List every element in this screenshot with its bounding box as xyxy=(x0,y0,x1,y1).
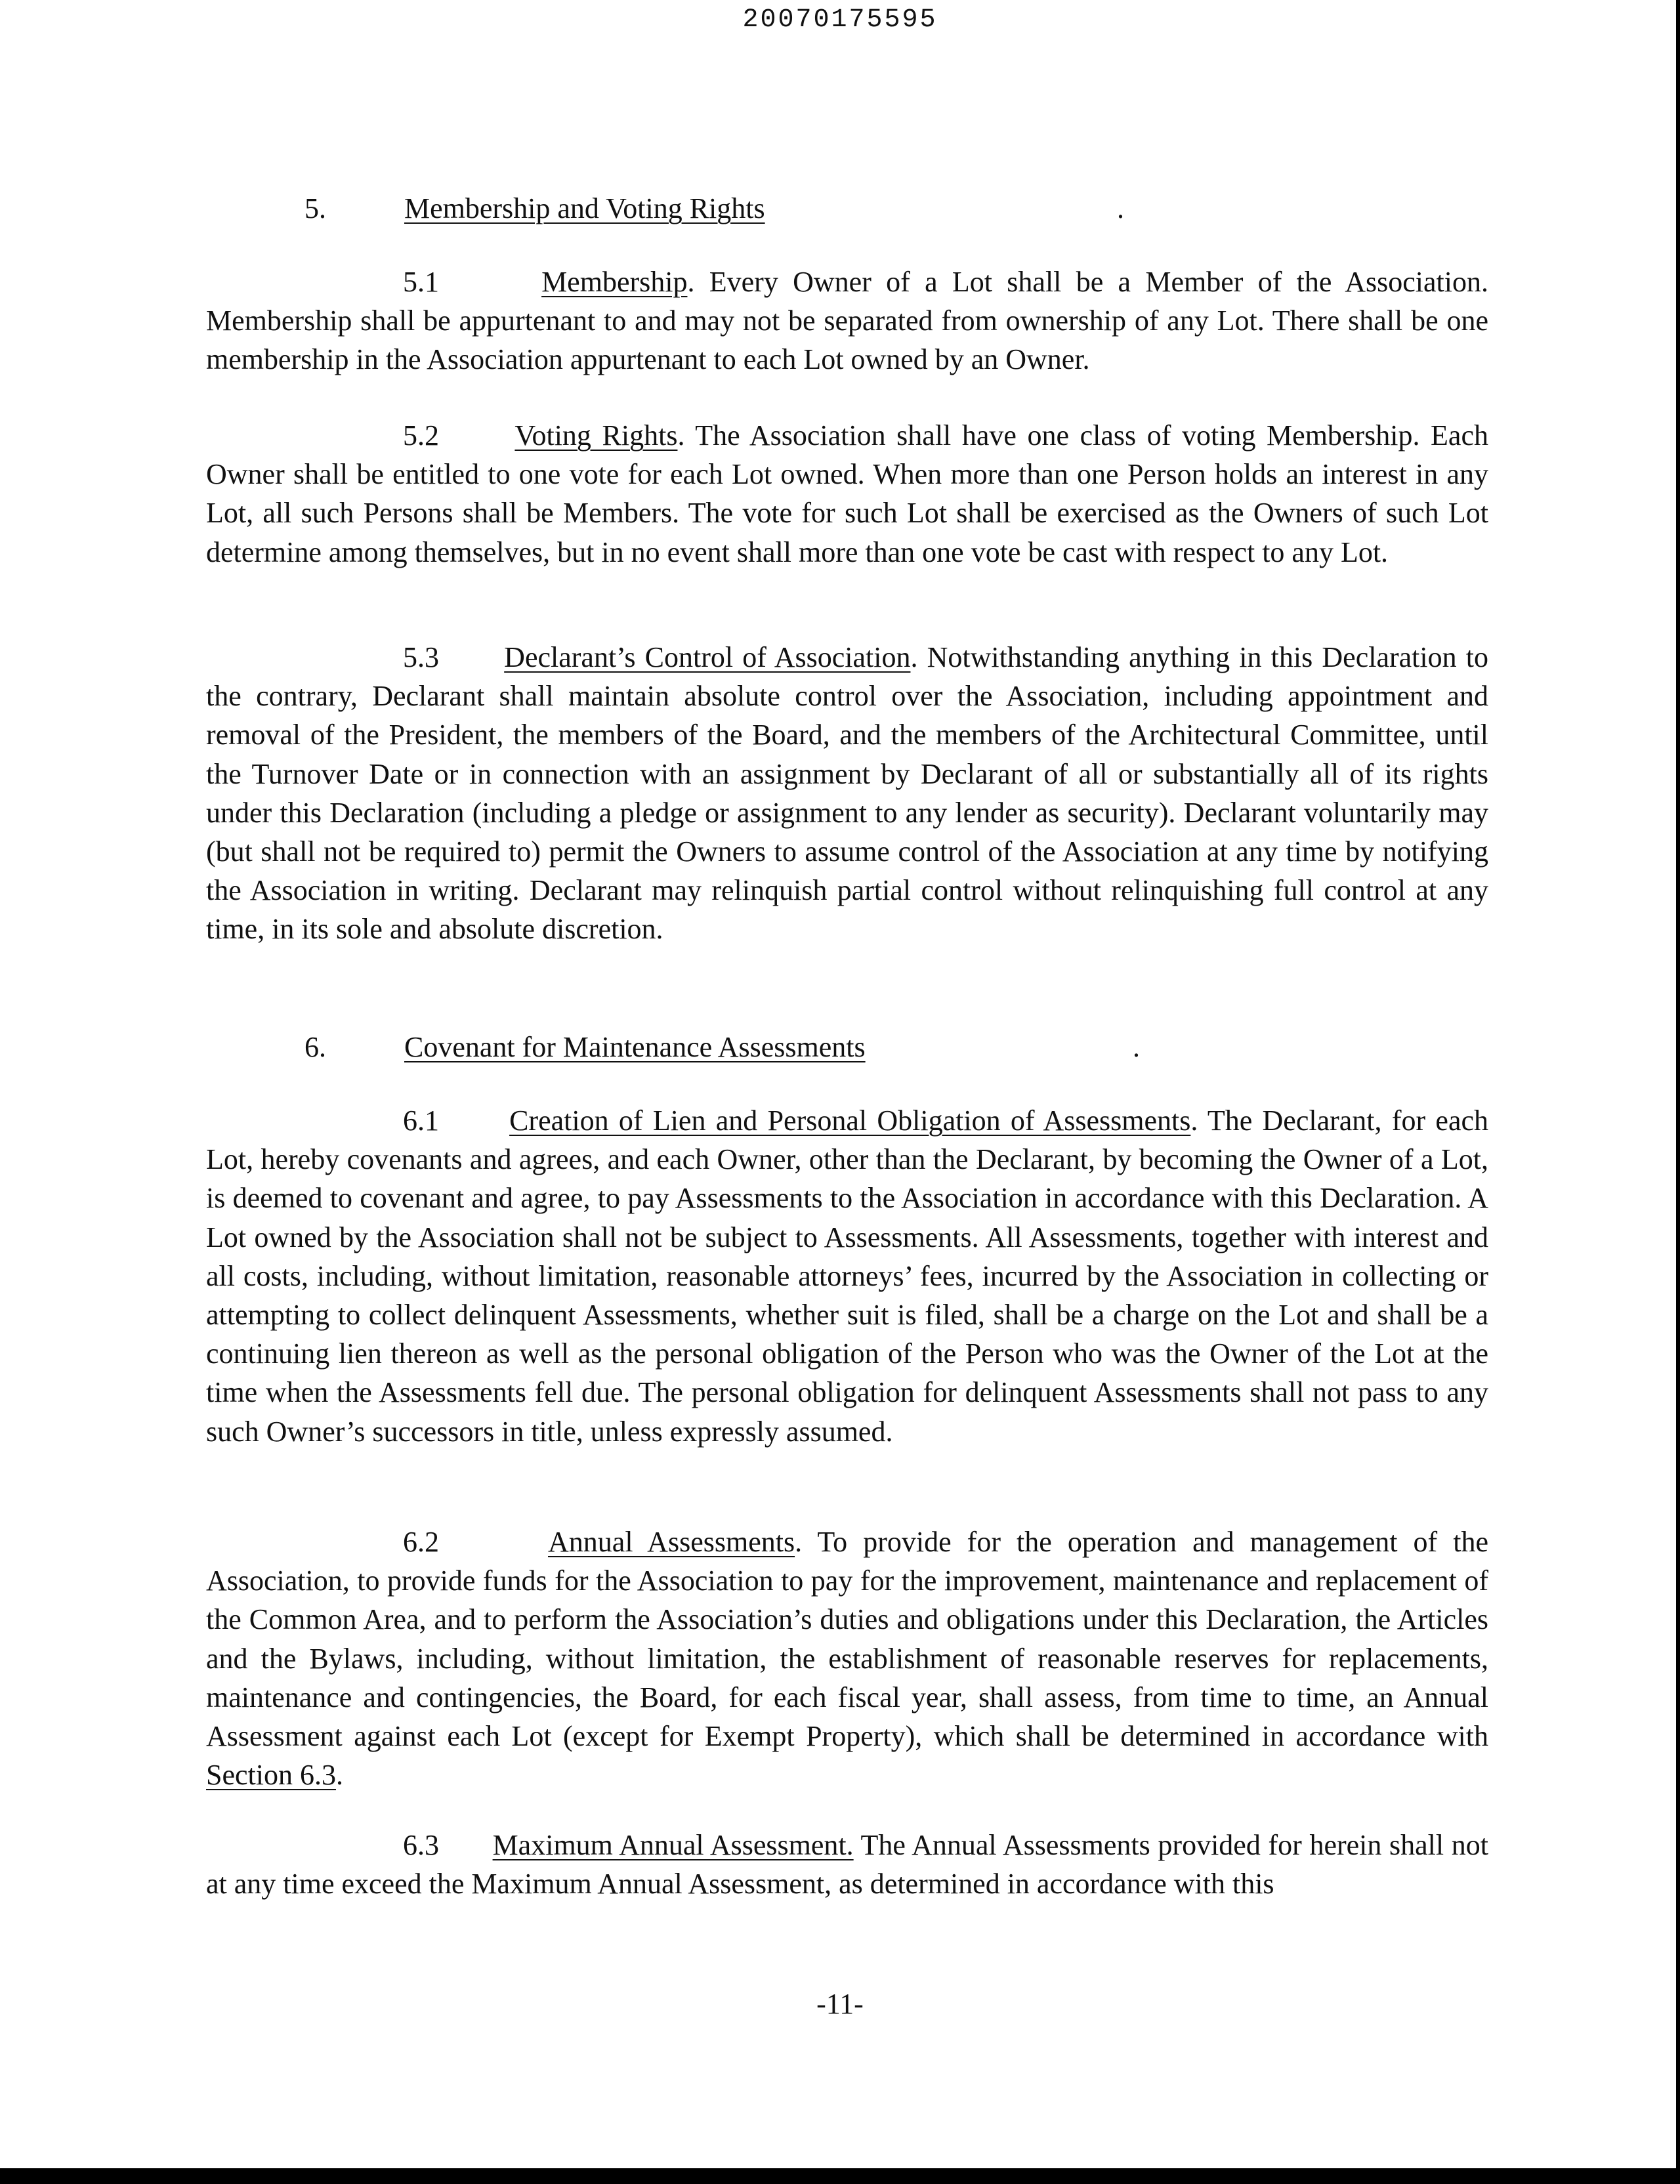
subsection-6-1-title: Creation of Lien and Personal Obligation of Assessments xyxy=(509,1104,1191,1137)
section-6-3-cross-reference: Section 6.3 xyxy=(206,1759,336,1792)
subsection-5-2 xyxy=(206,416,1488,572)
subsection-6-3-text: The Annual Assessments provided for herein shall not at any time exceed the Maximum Annual Assessment, as determined in accordance with this xyxy=(206,1829,1489,1900)
scan-bottom-border xyxy=(0,2168,1680,2184)
section-5-number: 5. xyxy=(304,192,326,224)
subsection-6-1-text: . The Declarant, for each Lot, hereby covenants and agrees, and each Owner, other than the Declarant, by becoming the Owner of a Lot, is deemed to covenant and agree, to pay Assessments to the Association in accordance with this Declaration. A Lot owned by the Association shall not be subject to Assessments. All Assessments, together with interest and all costs, including, without limitation, reasonable attorneys’ fees, incurred by the Association in collecting or attempting to collect delinquent Assessments, whether suit is filed, shall be a charge on the Lot and shall be a continuing lien thereon as well as the personal obligation of the Person who was the Owner of the Lot at the time when the Assessments fell due. The personal obligation for delinquent Assessments shall not pass to any such Owner’s successors in title, unless expressly assumed. xyxy=(206,1104,1489,1448)
subsection-6-1 xyxy=(206,1101,1488,1451)
subsection-6-3 xyxy=(206,1826,1488,1903)
page-number: -11- xyxy=(816,1988,864,2020)
subsection-6-2-title: Annual Assessments xyxy=(548,1526,795,1558)
subsection-6-1-number: 6.1 xyxy=(403,1104,439,1137)
subsection-6-2 xyxy=(206,1522,1488,1794)
scan-right-edge xyxy=(1676,0,1680,2184)
subsection-5-3-title: Declarant’s Control of Association xyxy=(504,641,911,673)
subsection-6-2-text-end: . xyxy=(335,1759,343,1792)
section-6-number: 6. xyxy=(304,1031,326,1063)
subsection-5-2-number: 5.2 xyxy=(403,419,439,452)
subsection-5-1-title: Membership xyxy=(541,266,688,298)
subsection-5-2-text: . The Association shall have one class of voting Membership. Each Owner shall be entitled to one vote for each Lot owned. When more than one Person holds an interest in any Lot, all such Persons shall be Members. The vote for such Lot shall be exercised as the Owners of such Lot determine among themselves, but in no event shall more than one vote be cast with respect to any Lot. xyxy=(206,419,1488,568)
subsection-5-3-number: 5.3 xyxy=(403,641,439,673)
section-6-title: Covenant for Maintenance Assessments xyxy=(404,1031,866,1063)
section-5-title: Membership and Voting Rights xyxy=(404,192,765,224)
subsection-6-2-number: 6.2 xyxy=(403,1526,439,1558)
section-5-title-suffix: . xyxy=(1117,192,1124,224)
section-6-title-suffix: . xyxy=(1133,1031,1140,1063)
subsection-5-1-number: 5.1 xyxy=(403,266,439,298)
subsection-5-1-text: . Every Owner of a Lot shall be a Member of the Association. Membership shall be appurtenant to and may not be separated from ownership of any Lot. There shall be one membership in the Association appurtenant to each Lot owned by an Owner. xyxy=(206,266,1489,376)
subsection-5-3 xyxy=(206,638,1488,949)
subsection-5-3-text: . Notwithstanding anything in this Declaration to the contrary, Declarant shall maintain absolute control over the Association, including appointment and removal of the President, the members of the Board, and the members of the Architectural Committee, until the Turnover Date or in connection with an assignment by Declarant of all or substantially all of its rights under this Declaration (including a pledge or assignment to any lender as security). Declarant voluntarily may (but shall not be required to) permit the Owners to assume control of the Association at any time by notifying the Association in writing. Declarant may relinquish partial control without relinquishing full control at any time, in its sole and absolute discretion. xyxy=(206,641,1488,946)
subsection-5-1 xyxy=(206,262,1488,379)
subsection-6-3-number: 6.3 xyxy=(403,1829,439,1861)
subsection-6-2-text: . To provide for the operation and management of the Association, to provide funds for the Association to pay for the improvement, maintenance and replacement of the Common Area, and to perform the Association’s duties and obligations under this Declaration, the Articles and the Bylaws, including, without limitation, the establishment of reasonable reserves for replacements, maintenance and contingencies, the Board, for each fiscal year, shall assess, from time to time, an Annual Assessment against each Lot (except for Exempt Property), which shall be determined in accordance with xyxy=(206,1526,1488,1753)
subsection-6-3-title: Maximum Annual Assessment. xyxy=(492,1829,854,1861)
subsection-5-2-title: Voting Rights xyxy=(514,419,678,452)
document-number: 20070175595 xyxy=(742,5,938,35)
